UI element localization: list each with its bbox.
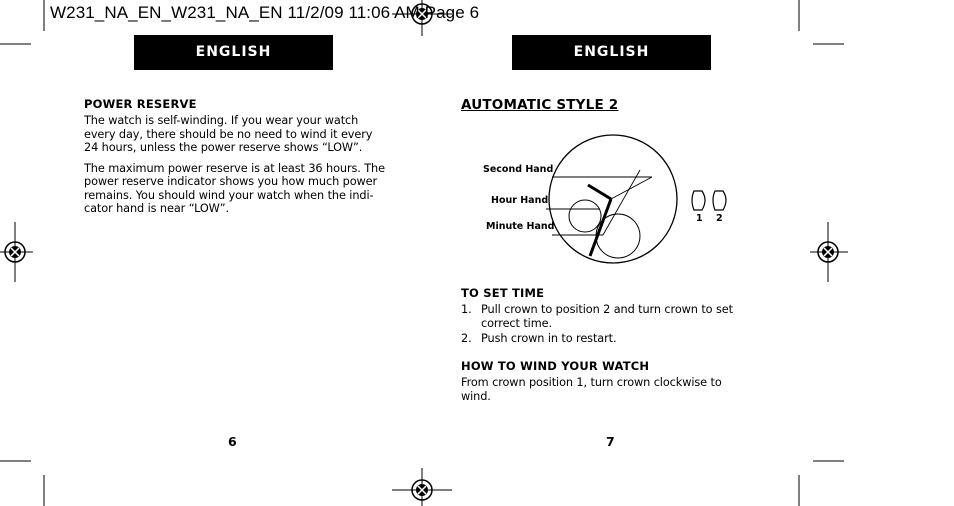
text-line: cator hand is near “LOW”. bbox=[84, 202, 229, 215]
list-item bbox=[461, 303, 761, 330]
set-time-section bbox=[461, 286, 761, 346]
text-line: wind. bbox=[461, 389, 491, 403]
text-line: power reserve indicator shows you how much power bbox=[84, 175, 378, 188]
hour-hand-icon bbox=[588, 185, 611, 199]
crown-position-1-label: 1 bbox=[696, 213, 703, 224]
paragraph bbox=[461, 376, 761, 403]
language-tab-left: ENGLISH bbox=[134, 35, 333, 70]
text-line: correct time. bbox=[481, 316, 552, 330]
text-line: The watch is self-winding. If you wear your watch bbox=[84, 114, 359, 127]
page-number: 7 bbox=[606, 434, 615, 449]
text-line: From crown position 1, turn crown clockwise to bbox=[461, 376, 722, 389]
text-line: 24 hours, unless the power reserve shows “LOW”. bbox=[84, 141, 363, 154]
section-heading: TO SET TIME bbox=[461, 286, 545, 300]
watch-face-icon bbox=[549, 135, 677, 263]
power-reserve-subdial-icon bbox=[569, 200, 601, 232]
section-heading: HOW TO WIND YOUR WATCH bbox=[461, 359, 650, 373]
text-line: The maximum power reserve is at least 36 hours. The bbox=[84, 161, 385, 175]
print-slug: W231_NA_EN_W231_NA_EN 11/2/09 11:06 AM Page 6 bbox=[50, 3, 480, 22]
section-heading: POWER RESERVE bbox=[84, 97, 197, 111]
step-number: 1. bbox=[461, 303, 472, 316]
crown-position-1-icon bbox=[692, 191, 705, 210]
text-line: every day, there should be no need to wind it every bbox=[84, 127, 373, 141]
text-line: Push crown in to restart. bbox=[481, 332, 617, 345]
language-tab-right: ENGLISH bbox=[512, 35, 711, 70]
text-line: Pull crown to position 2 and turn crown to set bbox=[481, 303, 733, 316]
minute-hand-icon bbox=[590, 199, 611, 256]
page-title: AUTOMATIC STYLE 2 bbox=[461, 97, 619, 113]
second-hand-icon bbox=[611, 177, 652, 199]
hour-hand-label: Hour Hand bbox=[491, 195, 549, 206]
wind-watch-section bbox=[461, 359, 761, 403]
second-hand-label: Second Hand bbox=[483, 164, 554, 175]
page-number: 6 bbox=[228, 434, 237, 449]
text-line: remains. You should wind your watch when the indi- bbox=[84, 188, 374, 202]
step-number: 2. bbox=[461, 332, 472, 345]
list-item bbox=[461, 332, 761, 346]
minute-hand-label: Minute Hand bbox=[486, 221, 555, 232]
crown-position-2-icon bbox=[713, 191, 726, 210]
crown-position-2-label: 2 bbox=[716, 213, 723, 224]
